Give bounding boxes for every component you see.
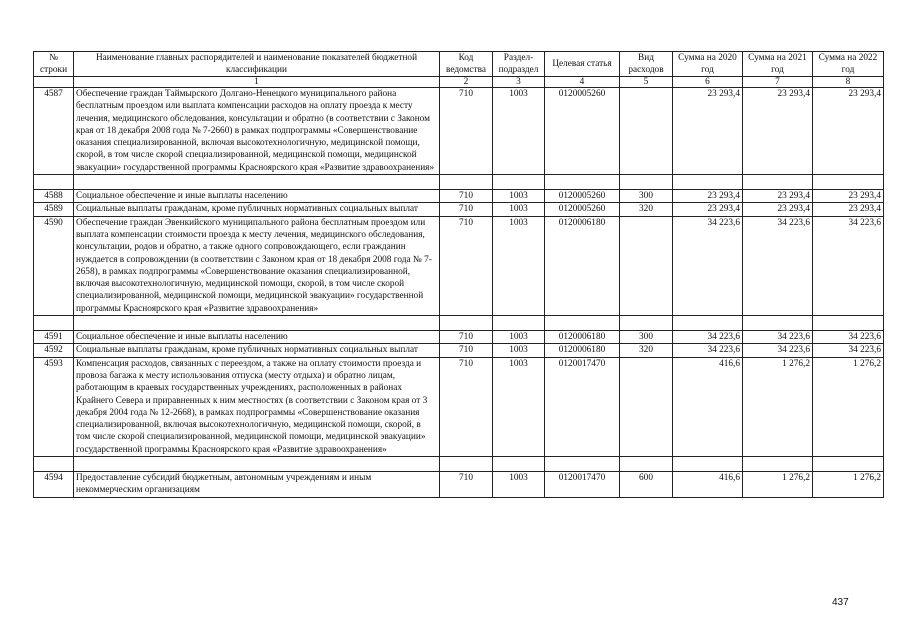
row-expense-kind: 320 (620, 203, 673, 216)
row-sum-2022: 34 223,6 (813, 216, 884, 315)
row-sum-2021: 23 293,4 (743, 203, 813, 216)
row-section: 1003 (493, 216, 545, 315)
row-sum-2022: 1 276,2 (813, 357, 884, 456)
table-row (34, 357, 884, 456)
row-sum-2022: 1 276,2 (813, 472, 884, 498)
row-description: Социальное обеспечение и иные выплаты населению (74, 190, 440, 203)
row-section: 1003 (493, 190, 545, 203)
row-sum-2021: 23 293,4 (743, 190, 813, 203)
column-number: 4 (545, 77, 620, 88)
row-section: 1003 (493, 357, 545, 456)
row-expense-kind (620, 88, 673, 175)
header-expense-kind: Вид расходов (620, 52, 673, 77)
row-number: 4593 (34, 357, 74, 456)
row-dept-code: 710 (440, 88, 493, 175)
row-section: 1003 (493, 331, 545, 344)
row-sum-2022: 23 293,4 (813, 203, 884, 216)
row-expense-kind: 300 (620, 331, 673, 344)
column-number-row (34, 77, 884, 88)
table-row (34, 216, 884, 315)
row-sum-2022: 34 223,6 (813, 331, 884, 344)
row-target: 0120005260 (545, 88, 620, 175)
row-sum-2021: 34 223,6 (743, 331, 813, 344)
column-number: 8 (813, 77, 884, 88)
row-number: 4587 (34, 88, 74, 175)
row-dept-code: 710 (440, 472, 493, 498)
row-description: Социальные выплаты гражданам, кроме публичных нормативных социальных выплат (74, 203, 440, 216)
header-section: Раздел-подраздел (493, 52, 545, 77)
row-section: 1003 (493, 88, 545, 175)
row-dept-code: 710 (440, 357, 493, 456)
header-description: Наименование главных распорядителей и наименование показателей бюджетной классификации (74, 52, 440, 77)
row-number: 4594 (34, 472, 74, 498)
row-expense-kind (620, 216, 673, 315)
row-target: 0120005260 (545, 203, 620, 216)
row-dept-code: 710 (440, 190, 493, 203)
table-header-row (34, 52, 884, 77)
row-sum-2022: 23 293,4 (813, 190, 884, 203)
row-sum-2020: 416,6 (673, 357, 743, 456)
row-target: 0120006180 (545, 344, 620, 357)
spacer-row (34, 316, 884, 331)
spacer-row (34, 175, 884, 190)
table-row (34, 203, 884, 216)
spacer-row (34, 457, 884, 472)
header-sum-2022: Сумма на 2022 год (813, 52, 884, 77)
row-expense-kind (620, 357, 673, 456)
row-sum-2020: 23 293,4 (673, 190, 743, 203)
row-description: Обеспечение граждан Таймырского Долгано-Ненецкого муниципального района бесплатным проездом или выплата компенсации расходов на оплату проезда к месту лечения, медицинского обследования, консультации и обратно (в соответствии с Законом края от 18 декабря 2008 года № 7-2660) в рамках подпрограммы «Совершенствование оказания специализированной, включая высокотехнологичную, медицинской помощи, скорой, в том числе скорой специализированной, медицинской помощи, медицинской эвакуации» государственной программы Красноярского края «Развитие здравоохранения» (74, 88, 440, 175)
row-number: 4589 (34, 203, 74, 216)
column-number: 7 (743, 77, 813, 88)
row-description: Компенсация расходов, связанных с переездом, а также на оплату стоимости проезда и провоза багажа к месту использования отпуска (месту отдыха) и обратно лицам, работающим в краевых государственных учреждениях, расположенных в районах Крайнего Севера и приравненных к ним местностях (в соответствии с Законом края от 3 декабря 2004 года № 12-2668), в рамках подпрограммы «Совершенствование оказания специализированной, включая высокотехнологичную, медицинской помощи, скорой, в том числе скорой специализированной, медицинской помощи, медицинской эвакуации» государственной программы Красноярского края «Развитие здравоохранения» (74, 357, 440, 456)
row-dept-code: 710 (440, 344, 493, 357)
row-dept-code: 710 (440, 203, 493, 216)
row-dept-code: 710 (440, 331, 493, 344)
row-section: 1003 (493, 344, 545, 357)
row-target: 0120005260 (545, 190, 620, 203)
column-number: 2 (440, 77, 493, 88)
column-number: 5 (620, 77, 673, 88)
table-row (34, 344, 884, 357)
row-sum-2020: 34 223,6 (673, 216, 743, 315)
row-sum-2021: 1 276,2 (743, 472, 813, 498)
table-row (34, 190, 884, 203)
row-number: 4588 (34, 190, 74, 203)
row-description: Предоставление субсидий бюджетным, автономным учреждениям и иным некоммерческим организациям (74, 472, 440, 498)
row-description: Социальные выплаты гражданам, кроме публичных нормативных социальных выплат (74, 344, 440, 357)
table-row (34, 472, 884, 498)
row-number: 4591 (34, 331, 74, 344)
page-number: 437 (832, 597, 849, 608)
row-number: 4592 (34, 344, 74, 357)
row-number: 4590 (34, 216, 74, 315)
row-sum-2021: 1 276,2 (743, 357, 813, 456)
row-sum-2020: 416,6 (673, 472, 743, 498)
column-number (34, 77, 74, 88)
row-dept-code: 710 (440, 216, 493, 315)
column-number: 6 (673, 77, 743, 88)
row-section: 1003 (493, 472, 545, 498)
table-row (34, 331, 884, 344)
header-row-number: № строки (34, 52, 74, 77)
row-target: 0120017470 (545, 357, 620, 456)
row-sum-2020: 23 293,4 (673, 203, 743, 216)
row-sum-2020: 34 223,6 (673, 331, 743, 344)
row-sum-2022: 34 223,6 (813, 344, 884, 357)
row-expense-kind: 600 (620, 472, 673, 498)
row-sum-2021: 23 293,4 (743, 88, 813, 175)
row-description: Социальное обеспечение и иные выплаты населению (74, 331, 440, 344)
row-description: Обеспечение граждан Эвенкийского муниципального района бесплатным проездом или выплата компенсации стоимости проезда к месту лечения, медицинского обследования, консультации, родов и обратно, а также одного сопровождающего, если гражданин нуждается в сопровождении (в соответствии с Законом края от 18 декабря 2008 года № 7-2658), в рамках подпрограммы «Совершенствование оказания специализированной, включая высокотехнологичную, медицинской помощи, скорой, в том числе скорой специализированной, медицинской помощи, медицинской эвакуации» государственной программы Красноярского края «Развитие здравоохранения» (74, 216, 440, 315)
row-target: 0120017470 (545, 472, 620, 498)
budget-table (33, 51, 884, 498)
row-section: 1003 (493, 203, 545, 216)
row-expense-kind: 300 (620, 190, 673, 203)
row-sum-2021: 34 223,6 (743, 344, 813, 357)
column-number: 3 (493, 77, 545, 88)
table-row (34, 88, 884, 175)
row-sum-2022: 23 293,4 (813, 88, 884, 175)
row-target: 0120006180 (545, 216, 620, 315)
column-number: 1 (74, 77, 440, 88)
row-sum-2020: 34 223,6 (673, 344, 743, 357)
row-sum-2020: 23 293,4 (673, 88, 743, 175)
row-expense-kind: 320 (620, 344, 673, 357)
header-sum-2021: Сумма на 2021 год (743, 52, 813, 77)
row-sum-2021: 34 223,6 (743, 216, 813, 315)
header-target: Целевая статья (545, 52, 620, 77)
header-sum-2020: Сумма на 2020 год (673, 52, 743, 77)
header-dept-code: Код ведомства (440, 52, 493, 77)
row-target: 0120006180 (545, 331, 620, 344)
